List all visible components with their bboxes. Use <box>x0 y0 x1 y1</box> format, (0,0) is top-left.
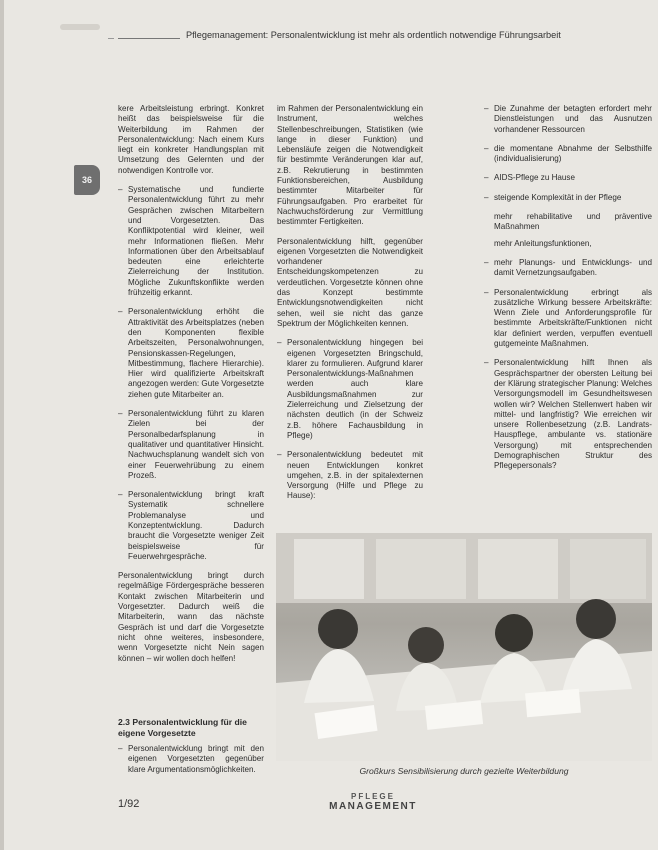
list-item: – Personalentwicklung bringt mit den eigenen Vorgesetzten gegenüber klare Argumentationsmöglichkeiten. <box>118 744 264 775</box>
list-item: – Die Zunahme der betagten erfordert mehr Dienstleistungen und das Ausnutzen vorhandener Ressourcen <box>484 104 652 135</box>
list-item: – die momentane Abnahme der Selbsthilfe (individualisierung) <box>484 144 652 165</box>
logo-line-2: MANAGEMENT <box>329 801 417 812</box>
page-number-tab: 36 <box>74 165 100 195</box>
bullet-list <box>118 185 264 562</box>
section-heading: 2.3 Personalentwicklung für die eigene Vorgesetzte <box>118 717 247 738</box>
scan-smudge <box>60 24 100 30</box>
list-item: – mehr Planungs- und Entwicklungs- und damit Vernetzungsaufgaben. <box>484 258 652 279</box>
photo-illustration <box>276 533 652 761</box>
scan-edge <box>0 0 4 850</box>
continuation-line: mehr rehabilitative und präventive Maßnahmen <box>494 212 652 232</box>
list-item: – Personalentwicklung bedeutet mit neuen Entwicklungen konkret umgehen, z.B. in der spitalexternen Versorgung (Hilfe und Pflege zu Hause): <box>277 450 423 501</box>
header-rule-short <box>108 38 114 39</box>
bullet-list <box>277 338 423 501</box>
paragraph: Personalentwicklung hilft, gegenüber eigenen Vorgesetzten die Notwendigkeit vorhandener Entscheidungskompetenzen zu verdeutlichen. Vorgesetzte können ohne das Konzept bestimmte Entwicklungsnotwendigkeiten nicht sehen, weil sie nicht das ganze Spektrum der Möglichkeiten kennen. <box>277 236 423 328</box>
text-column-3 <box>484 104 652 481</box>
person-silhouette <box>562 599 632 693</box>
photo-caption: Großkurs Sensibilisierung durch gezielte Weiterbildung <box>359 766 569 776</box>
person-silhouette <box>304 609 374 703</box>
window-pane <box>570 539 646 599</box>
section-body <box>118 744 264 775</box>
bullet-list <box>484 258 652 472</box>
paper-sheet <box>525 689 581 718</box>
list-item: – Personalentwicklung führt zu klaren Zielen bei der Personalbedarfsplanung in qualitativer und quantitativer Hinsicht. Nachwuchsplanung wandelt sich von einer Feuerwehrübung zu einem Prozeß. <box>118 409 264 481</box>
person-silhouette <box>480 614 548 703</box>
list-item: – Personalentwicklung erbringt als zusätzliche Wirkung bessere Arbeitskräfte: Wenn Ziele und Anforderungsprofile für bestimmte Arbeitskräfte/Funktionen nicht klar definiert werden, verpuffen eventuell gutgemeinte Maßnahmen. <box>484 288 652 350</box>
running-header: Pflegemanagement: Personalentwicklung ist mehr als ordentlich notwendige Führungsarbeit <box>186 30 561 40</box>
list-item: – Personalentwicklung erhöht die Attraktivität des Arbeitsplatzes (neben den Komponenten flexible Arbeitszeiten, Personalwohnungen, Pensionskassen-Regelungen, Mitbestimmung, flachere Hierarchie). Hier wird qualifizierte Arbeitskraft angezogen werden: Gute Vorgesetzte ziehen gute Mitarbeiter an. <box>118 307 264 400</box>
list-item: – Personalentwicklung bringt kraft Systematik schnellere Problemanalyse und Konzeptentwicklung. Dadurch braucht die Vorgesetzte weniger Zeit beispielsweise für Feuerwehrgespräche. <box>118 490 264 562</box>
paragraph: kere Arbeitsleistung erbringt. Konkret heißt das beispielsweise für die Weiterbildung im Rahmen der Personalentwicklung: Nach einem Kurs liegt ein konkreter Handlungsplan mit Umsetzung des Gelernten und der notwendigen Kontrolle vor. <box>118 104 264 175</box>
text-column-1 <box>118 104 264 673</box>
list-item: – AIDS-Pflege zu Hause <box>484 173 652 183</box>
window-pane <box>294 539 364 599</box>
header-rule <box>118 38 180 39</box>
paragraph: Personalentwicklung bringt durch regelmäßige Fördergespräche besseren Kontakt zwischen Mitarbeiterin und Vorgesetzter. Dadurch weiß die Mitarbeiterin, wann das nächste Gespräch ist und darf die Vorgesetzte nicht ohne weiteres, insbesondere, wenn Vorgesetzte nicht Nein sagen können – wir wollen doch helfen! <box>118 571 264 663</box>
list-item: – Systematische und fundierte Personalentwicklung führt zu mehr Gesprächen zwischen Mitarbeitern und Vorgesetzten. Das Konfliktpotential wird kleiner, weil mehr Informationen fließen. Mehr Informationen über den Arbeitsablauf bedeuten eine erleichterte Zielerreichung der Institution. Mögliche Zukunftskonflikte werden frühzeitig erkannt. <box>118 185 264 298</box>
training-photo <box>276 533 652 761</box>
bullet-list <box>484 104 652 203</box>
list-item: – Personalentwicklung hingegen bei eigenen Vorgesetzten Bringschuld, klarer zu formulieren. Aufgrund klarer Personalentwicklungs-Maßnahmen werden auch klare Ausbildungsmaßnahmen zur Zielerreichung und Zielsetzung der nächsten deutlich (in der Schweiz z.B. höhere Fachausbildung in Pflege) <box>277 338 423 441</box>
list-item: – Personalentwicklung hilft Ihnen als Gesprächspartner der obersten Leitung bei der Klärung strategischer Planung: Welches Versorgungsmodell im Gesundheitswesen wollen wir? Welchen Stellenwert haben wir mittel- und langfristig? Wie erreichen wir unsere Rollenbesetzung (z.B. Landrats-Hauspflege, ambulante vs. stationäre Versorgung) mit entsprechenden Demographischen Struktur des Pflegepersonals? <box>484 358 652 471</box>
page-number: 1/92 <box>118 798 140 810</box>
text-column-2 <box>277 104 423 511</box>
window-pane <box>376 539 466 599</box>
window-pane <box>478 539 558 599</box>
magazine-logo <box>318 792 428 812</box>
list-item: – steigende Komplexität in der Pflege <box>484 193 652 203</box>
paragraph: im Rahmen der Personalentwicklung ein Instrument, welches Stellenbeschreibungen, Statistiken (wie lange in dieser Funktion) und Lebensläufe zeigen die Notwendigkeit für bestimmte Veränderungen klar auf, z.B. Rekrutierung in bestimmten Funktionsbereichen, Ausbildung bestimmter Mitarbeiter für Führungsaufgaben. Pro erarbeitet für Nachwuchsförderung zur Vermittlung bestimmter Fertigkeiten. <box>277 104 423 227</box>
logo-line-1: PFLEGE <box>350 792 395 801</box>
bullet-list <box>118 744 264 775</box>
continuation-line: mehr Anleitungsfunktionen, <box>494 238 592 248</box>
